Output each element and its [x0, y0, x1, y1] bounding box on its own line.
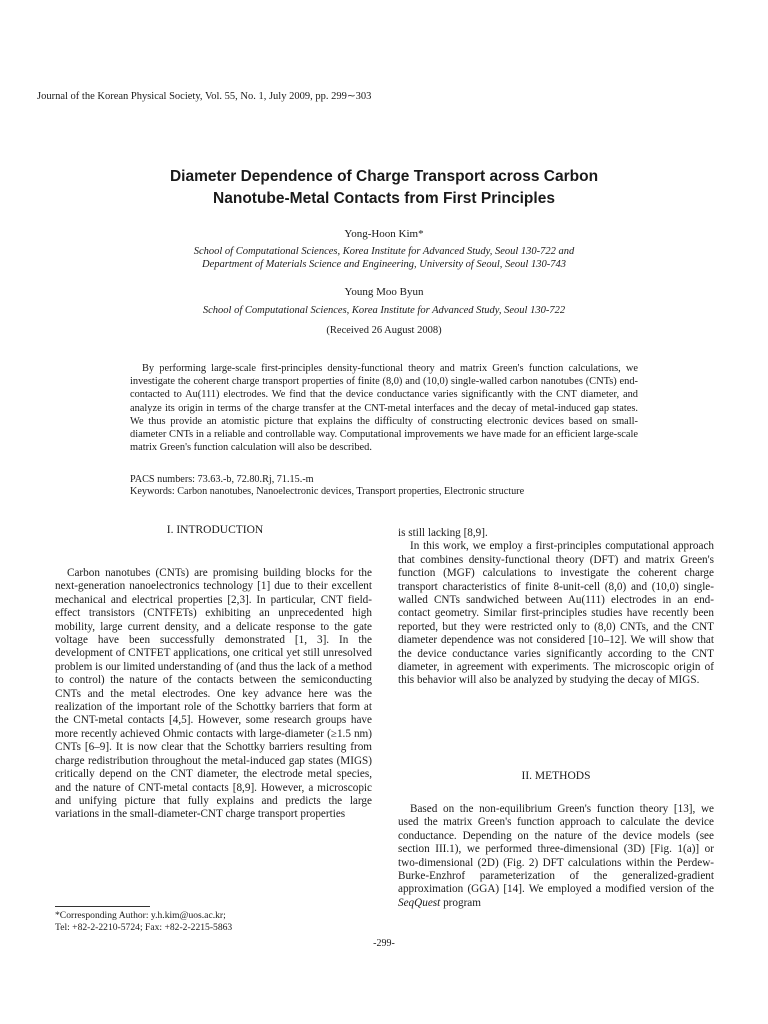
section-heading-methods: II. METHODS [521, 770, 591, 782]
section-heading-introduction: I. INTRODUCTION [166, 524, 264, 536]
affiliation-line: Department of Materials Science and Engineering, University of Seoul, Seoul 130-743 [202, 259, 566, 270]
paragraph: Carbon nanotubes (CNTs) are promising building blocks for the next-generation nanoelectronics technology [1] due to their excellent mechanical and electrical properties [2,3]. In particular, CNT field-effect transistors (CNTFETs) exhibiting an unprecedented high mobility, large current density, and a delicate response to the gate voltage have been successfully demonstrated [1, 3]. In the development of CNTFET applications, one critical yet still unresolved problem is our limited understanding of (and thus the lack of a method to control) the nature of the contacts between the semiconducting CNTs and the metal electrodes. One key advance here was the realization of the important role of the Schottky barriers that form at the CNT-metal contacts [4,5]. However, some research groups have more recently achieved Ohmic contacts with large-diameter (≥1.5 nm) CNTs [6–9]. It is now clear that the Schottky barriers resulting from charge redistribution throughout the metal-induced gap states (MIGS) critically depend on the CNT diameter, the electrode metal species, and the nature of CNT-metal contacts [8,9]. However, a microscopic and unifying picture that fully explains and predicts the large variations in the small-diameter-CNT charge transport properties [55, 567, 372, 821]
footnote-rule [55, 906, 150, 907]
received-date: (Received 26 August 2008) [326, 325, 442, 336]
paragraph [398, 803, 714, 910]
program-name: SeqQuest [398, 896, 441, 909]
affiliation-line: School of Computational Sciences, Korea Institute for Advanced Study, Seoul 130-722 [202, 305, 566, 316]
pacs-numbers: PACS numbers: 73.63.-b, 72.80.Rj, 71.15.-m [130, 474, 314, 485]
abstract: By performing large-scale first-principles density-functional theory and matrix Green's function calculations, we investigate the coherent charge transport properties of finite (8,0) and (10,0) single-walled carbon nanotubes (CNTs) end-contacted to Au(111) electrodes. We find that the device conductance varies significantly with the CNT diameter, and analyze its origin in terms of the charge transfer at the CNT-metal interfaces and the decay of metal-induced gap states. We thus provide an atomistic picture that explains the difficulty of constructing electronic devices based on small-diameter CNTs in a reliable and controllable way. Computational improvements we have made for an efficient large-scale matrix Green's function calculation will also be described. [130, 363, 638, 454]
author-2-affiliation [60, 304, 708, 317]
title-line-2: Nanotube-Metal Contacts from First Principles [213, 190, 555, 207]
author-1-affiliation [60, 245, 708, 271]
methods-text: Based on the non-equilibrium Green's function theory [13], we used the matrix Green's function approach to calculate the device conductance. Depending on the nature of the device models (see section III.1), we performed three-dimensional (3D) [Fig. 1(a)] or two-dimensional (2D) (Fig. 2) DFT calculations within the Perdew-Burke-Enzhrof parameterization of the generalized-gradient approximation (GGA) [14]. We employed a modified version of the [398, 803, 714, 896]
page-number: -299- [373, 938, 395, 949]
title-line-1: Diameter Dependence of Charge Transport across Carbon [169, 168, 599, 185]
keywords: Keywords: Carbon nanotubes, Nanoelectronic devices, Transport properties, Electronic structure [130, 486, 525, 497]
journal-citation: Journal of the Korean Physical Society, Vol. 55, No. 1, July 2009, pp. 299∼303 [37, 91, 372, 102]
author-2-name: Young Moo Byun [344, 286, 424, 298]
footnote-line: *Corresponding Author: y.h.kim@uos.ac.kr; [55, 910, 226, 921]
footnote-line: Tel: +82-2-2210-5724; Fax: +82-2-2215-5863 [55, 922, 233, 933]
affiliation-line: School of Computational Sciences, Korea Institute for Advanced Study, Seoul 130-722 and [193, 246, 575, 257]
right-column [398, 527, 714, 688]
left-column [55, 567, 372, 822]
footnote [55, 910, 232, 934]
paragraph: In this work, we employ a first-principles computational approach that combines density-functional theory (DFT) and matrix Green's function (MGF) calculations to investigate the coherent charge transport characteristics of finite 8-unit-cell (8,0) and (10,0) single-walled CNTs sandwiched between Au(111) electrodes in an end-contact geometry. Similar first-principles studies have recently been reported, but they were restricted only to (8,0) CNTs, and the CNT diameter dependence was not considered [10–12]. We will show that the device conductance varies significantly according to the CNT diameter, in agreement with experiments. The microscopic origin of this behavior will also be analyzed by studying the decay of MIGS. [398, 540, 714, 687]
author-1-name: Yong-Hoon Kim* [344, 228, 424, 240]
methods-column [398, 803, 714, 910]
paper-title [60, 166, 708, 210]
paragraph: is still lacking [8,9]. [398, 527, 488, 539]
methods-text-end: program [440, 896, 481, 909]
